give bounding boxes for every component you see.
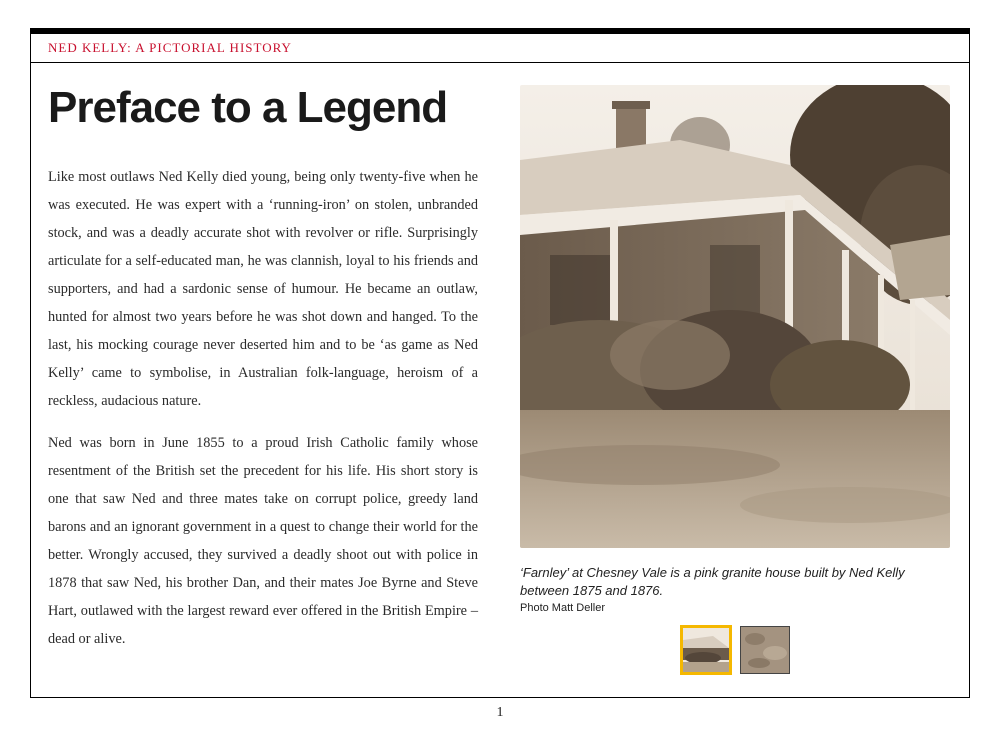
thumbnail-stone-texture[interactable] bbox=[740, 626, 790, 674]
paragraph-1: Like most outlaws Ned Kelly died young, being only twenty-five when he was executed. He was expert with a ‘running-iron’ on stolen, unbranded stock, and was a deadly accurate shot with revolver or rifle. Surprisingly articulate for a self-educated man, he was clannish, loyal to his friends and supporters, and had a sardonic sense of humour. He became an outlaw, hunted for almost two years before he was shot down and hanged. To the last, his mocking courage never deserted him and to be ‘as game as Ned Kelly’ came to symbolise, in Australian folk-language, heroism of a reckless, audacious nature. bbox=[48, 169, 478, 409]
house-photo bbox=[520, 85, 950, 548]
thumbnail-house-selected[interactable] bbox=[680, 625, 732, 675]
article-body bbox=[48, 163, 478, 667]
page-title: Preface to a Legend bbox=[48, 83, 448, 132]
header-divider bbox=[30, 62, 970, 63]
photo-credit: Photo Matt Deller bbox=[520, 602, 605, 614]
photo-caption: ‘Farnley’ at Chesney Vale is a pink granite house built by Ned Kelly between 1875 and 1876. bbox=[520, 565, 905, 598]
running-head: NED KELLY: A PICTORIAL HISTORY bbox=[48, 40, 292, 55]
paragraph-2: Ned was born in June 1855 to a proud Irish Catholic family whose resentment of the British set the precedent for his life. His short story is one that saw Ned and three mates take on corrupt police, greedy land barons and an ignorant government in a quest to change their world for the better. Wrongly accused, they survived a deadly shoot out with police in 1878 that saw Ned, his brother Dan, and their mates Joe Byrne and Steve Hart, outlawed with the largest reward ever offered in the British Empire – dead or alive. bbox=[48, 435, 478, 647]
page-number: 1 bbox=[496, 705, 504, 720]
